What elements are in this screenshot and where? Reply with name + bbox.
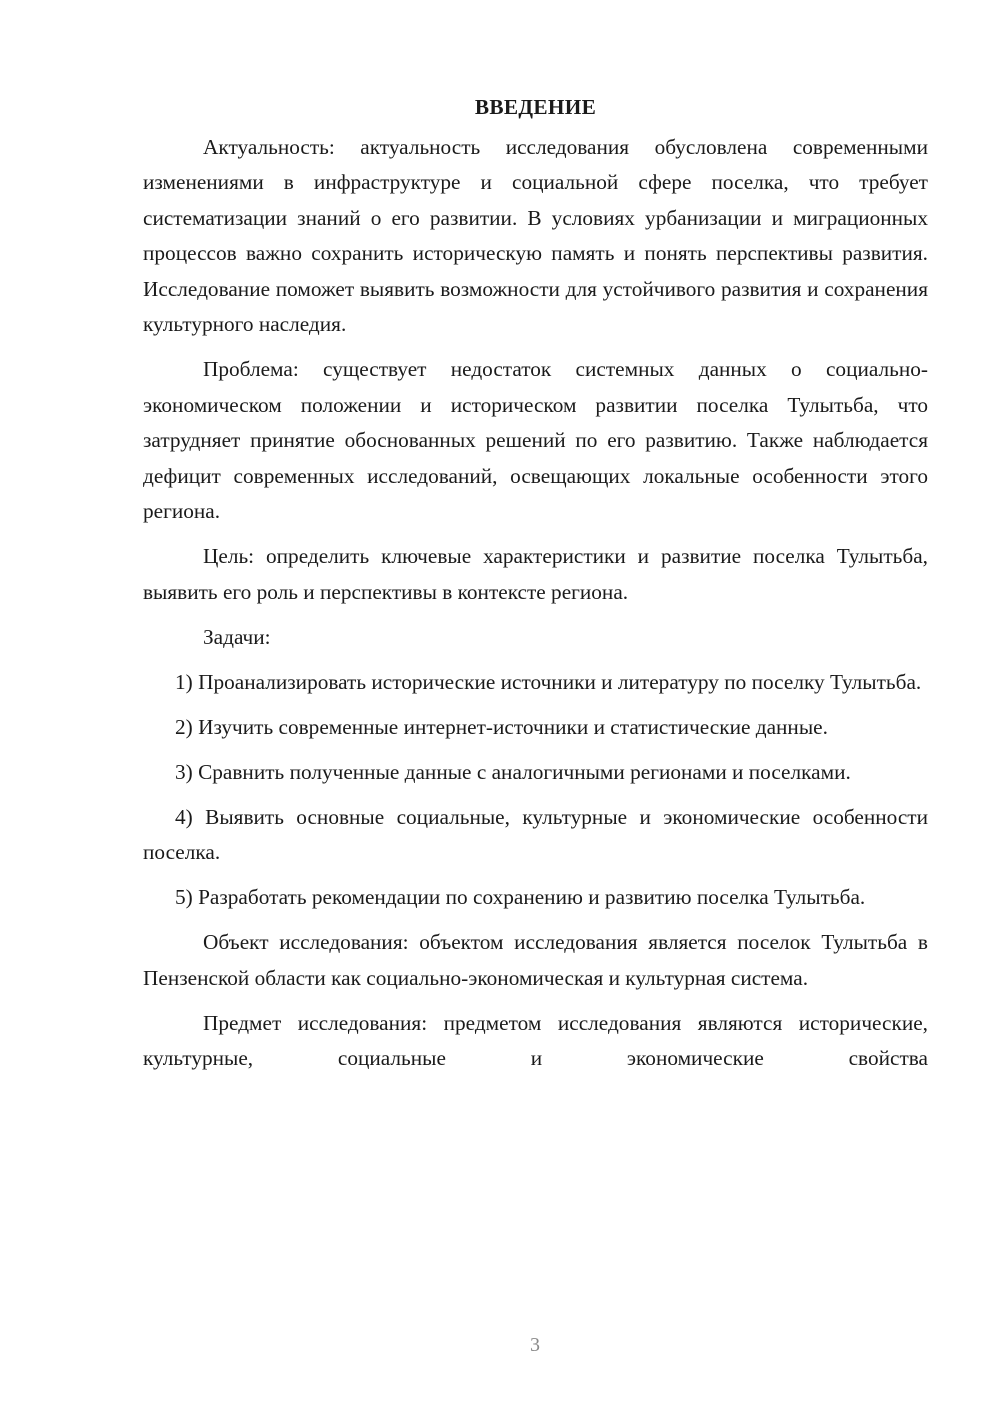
- task-item: 5) Разработать рекомендации по сохранению и развитию поселка Тулытьба.: [175, 885, 866, 909]
- task-item: 1) Проанализировать исторические источники и литературу по поселку Тулытьба.: [175, 669, 922, 694]
- task-item: 2) Изучить современные интернет-источники и статистические данные.: [175, 714, 828, 739]
- subject-paragraph: Предмет исследования: предметом исследования являются исторические, культурные, социальные и экономические свойства: [143, 1010, 928, 1070]
- task-item: 4) Выявить основные социальные, культурные и экономические особенности поселка.: [143, 804, 928, 864]
- task-item: 3) Сравнить полученные данные с аналогичными регионами и поселками.: [175, 759, 851, 784]
- relevance-paragraph: Актуальность: актуальность исследования обусловлена современными изменениями в инфраструктуре и социальной сфере поселка, что требует систематизации знаний о его развитии. В условиях урбанизации и миграционных процессов важно сохранить историческую память и понять перспективы развития. Исследование поможет выявить возможности для устойчивого развития и сохранения культурного наследия.: [143, 134, 928, 336]
- page-number: 3: [530, 1334, 540, 1356]
- tasks-heading: Задачи:: [203, 624, 271, 649]
- object-paragraph: Объект исследования: объектом исследования является поселок Тулытьба в Пензенской области как социально-экономическая и культурная система.: [143, 930, 928, 990]
- goal-paragraph: Цель: определить ключевые характеристики и развитие поселка Тулытьба, выявить его роль и перспективы в контексте региона.: [143, 544, 928, 604]
- section-title: ВВЕДЕНИЕ: [474, 95, 597, 119]
- problem-paragraph: Проблема: существует недостаток системных данных о социально-экономическом положении и историческом развитии поселка Тулытьба, что затрудняет принятие обоснованных решений по его развитию. Также наблюдается дефицит современных исследований, освещающих локальные особенности этого региона.: [143, 357, 928, 523]
- document-page: [143, 90, 928, 1086]
